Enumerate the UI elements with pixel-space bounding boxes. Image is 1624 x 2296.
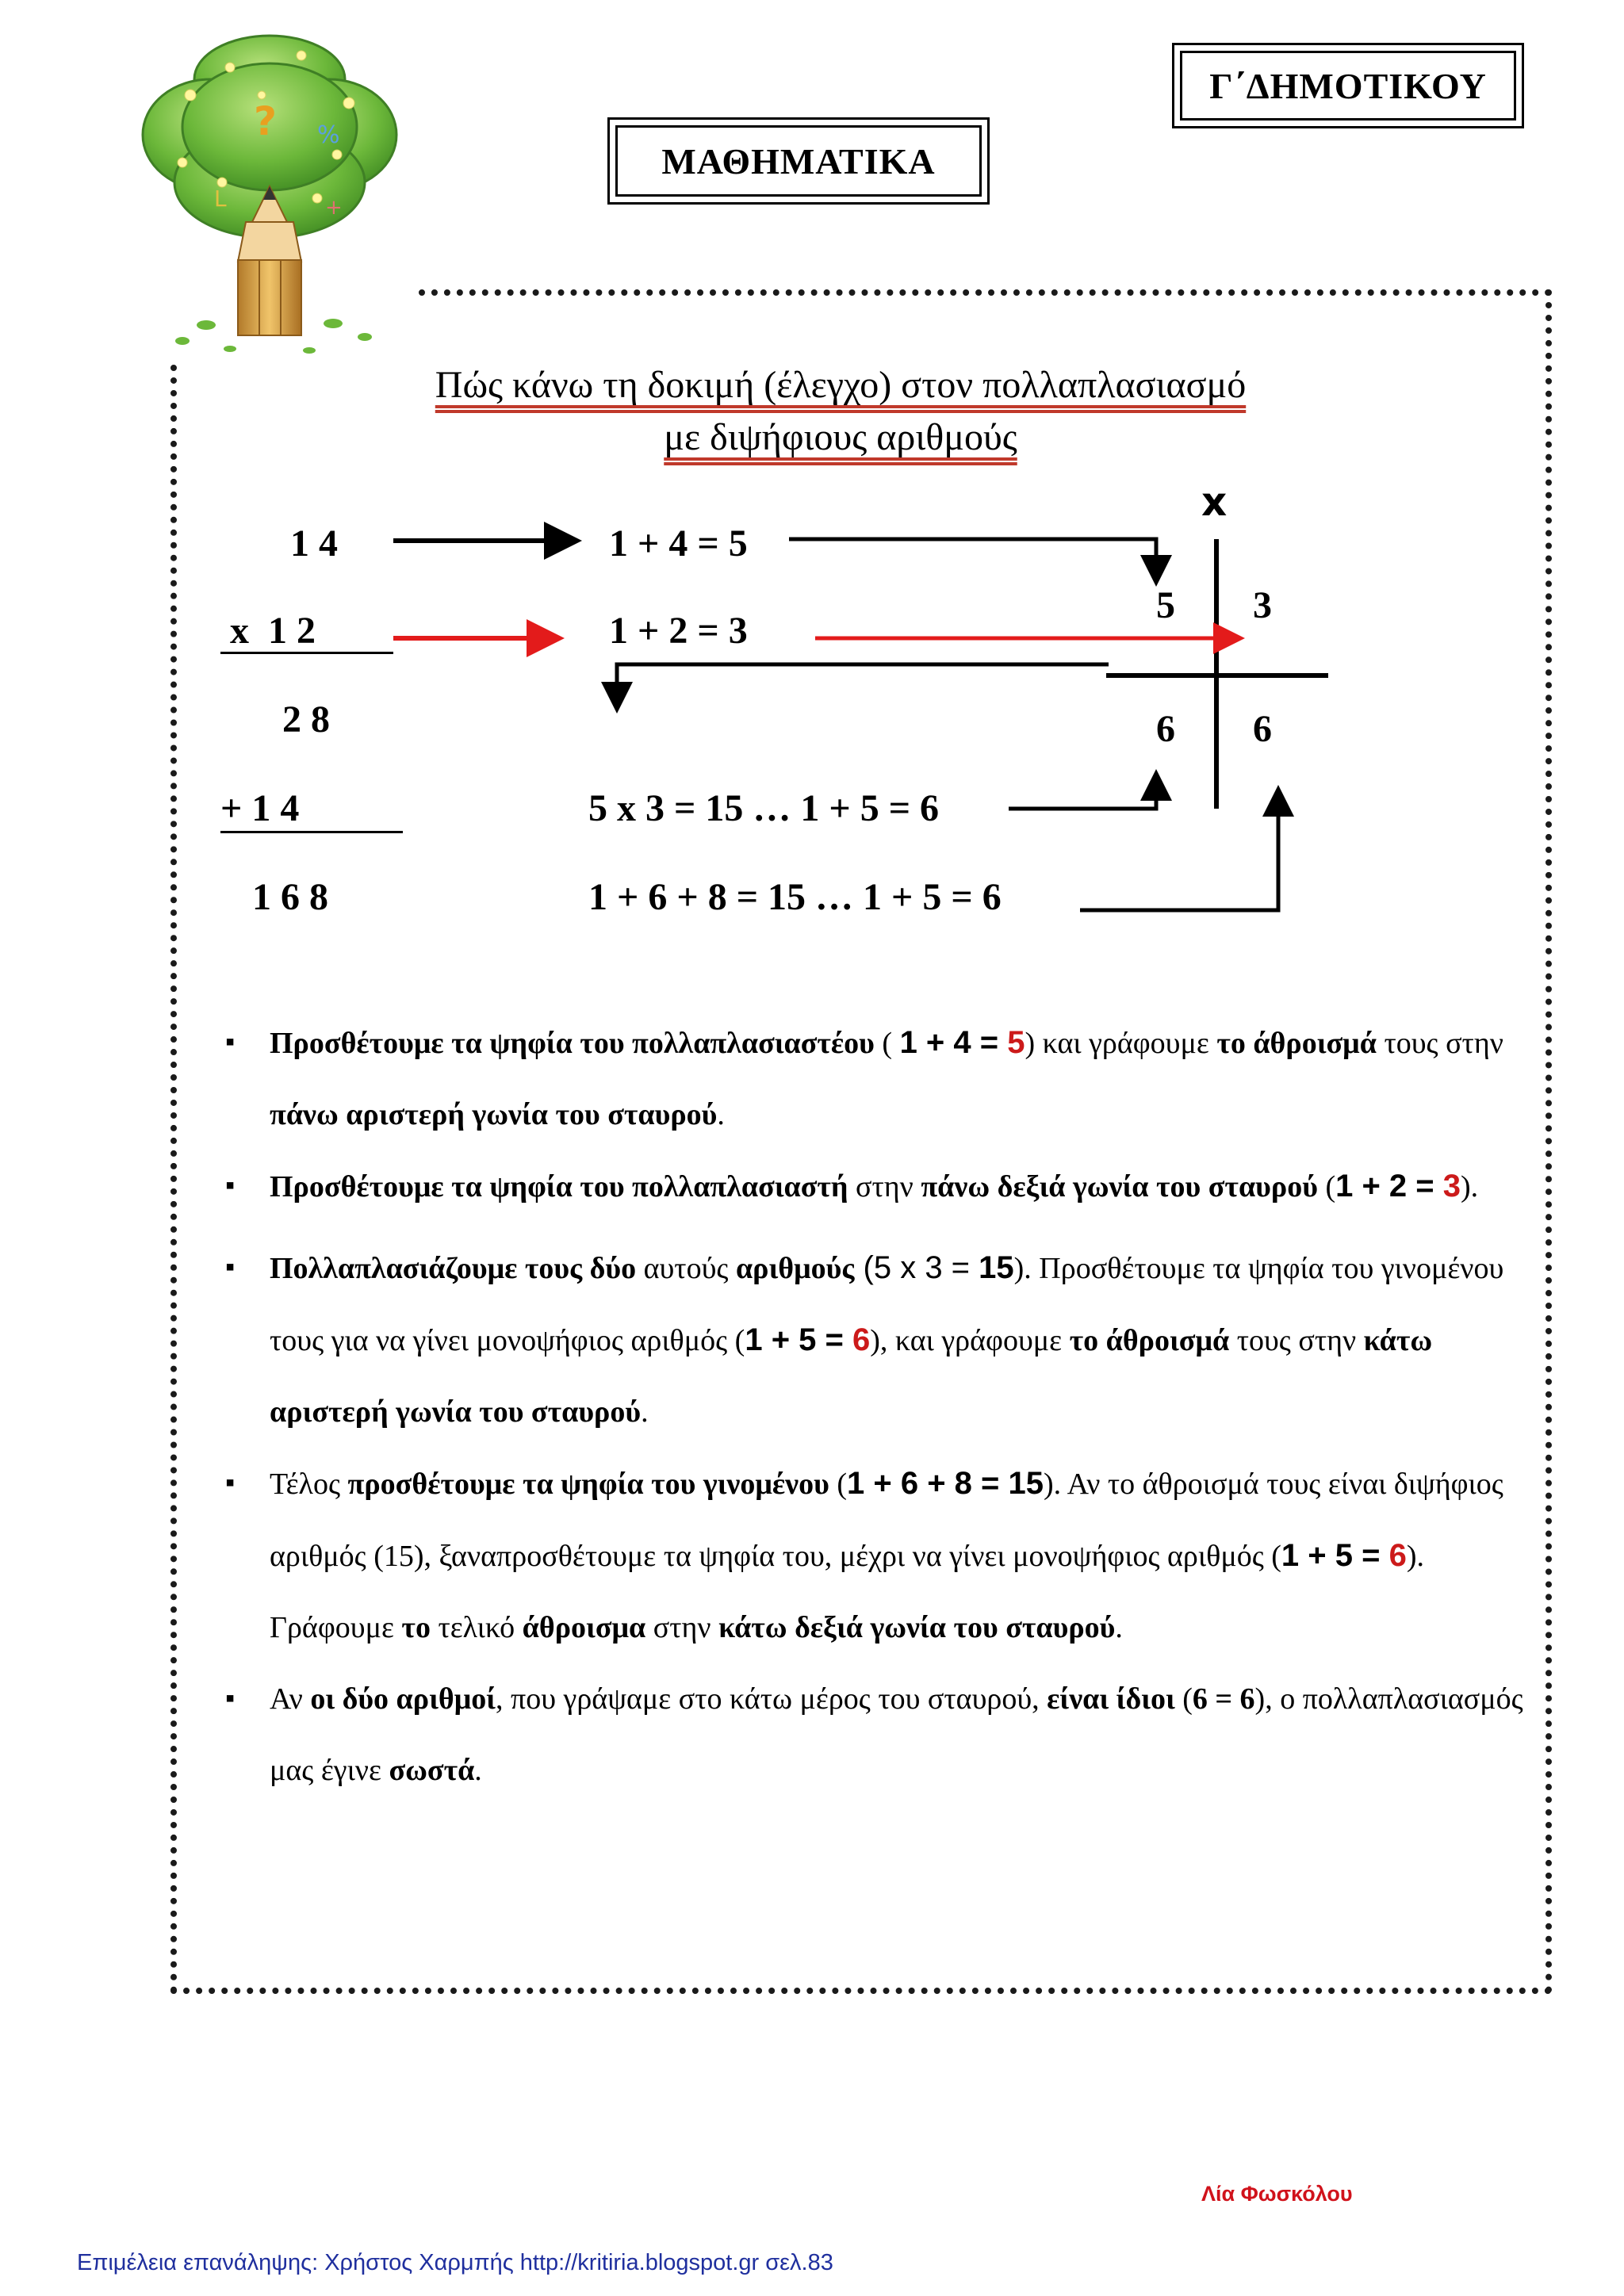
footer-credit: Επιμέλεια επανάληψης: Χρήστος Χαρμπής http://kritiria.blogspot.gr σελ.83	[77, 2250, 833, 2275]
multiplier: x 1 2	[230, 610, 316, 652]
arrow-to-product-check	[617, 664, 1109, 706]
bullet-icon: ▪	[225, 1171, 236, 1200]
result-check: 1 + 6 + 8 = 15 … 1 + 5 = 6	[588, 876, 1002, 918]
subject-label: ΜΑΘΗΜΑΤΙΚΑ	[661, 140, 936, 182]
partial-product-2: + 1 4	[220, 787, 300, 829]
instruction-item-1: ▪ Προσθέτουμε τα ψηφία του πολλαπλασιαστέου ( 1 + 4 = 5) και γράφουμε το άθροισμά τους στην πάνω αριστερή γωνία του σταυρού.	[214, 1007, 1530, 1150]
instruction-item-5: ▪ Αν οι δύο αριθμοί, που γράψαμε στο κάτω μέρος του σταυρού, είναι ίδιοι (6 = 6), ο πολλαπλασιασμός μας έγινε σωστά.	[214, 1663, 1530, 1806]
arrow-to-top-left	[789, 539, 1156, 579]
title-line-1: Πώς κάνω τη δοκιμή (έλεγχο) στον πολλαπλασιασμό	[435, 364, 1247, 406]
arrow-to-bottom-left	[1009, 777, 1156, 809]
bullet-icon: ▪	[225, 1684, 236, 1713]
digit-sum-multiplicand: 1 + 4 = 5	[609, 522, 748, 564]
multiplicand: 1 4	[290, 522, 338, 564]
cross-symbol: x	[1201, 479, 1228, 525]
product-check: 5 x 3 = 15 … 1 + 5 = 6	[588, 787, 940, 829]
arrows-diagram	[0, 0, 1624, 1031]
grade-label: Γ΄ΔΗΜΟΤΙΚΟΥ	[1209, 65, 1487, 106]
cross-bottom-right: 6	[1253, 708, 1272, 750]
product-result: 1 6 8	[252, 876, 328, 918]
instruction-item-3: ▪ Πολλαπλασιάζουμε τους δύο αυτούς αριθμούς (5 x 3 = 15). Προσθέτουμε τα ψηφία του γινομένου τους για να γίνει μονοψήφιος αριθμός (1 + 5 = 6), και γράφουμε το άθροισμά τους στην κάτω αριστερή γωνία του σταυρού.	[214, 1232, 1530, 1448]
cross-bottom-left: 6	[1156, 708, 1175, 750]
cross-top-right: 3	[1253, 584, 1272, 626]
partial-product-1: 2 8	[282, 698, 330, 740]
author-name: Λία Φωσκόλου	[1201, 2182, 1353, 2206]
instruction-item-4: ▪ Τέλος προσθέτουμε τα ψηφία του γινομένου (1 + 6 + 8 = 15). Αν το άθροισμά τους είναι διψήφιος αριθμός (15), ξαναπροσθέτουμε τα ψηφία του, μέχρι να γίνει μονοψήφιος αριθμός (1 + 5 = 6). Γράφουμε το τελικό άθροισμα στην κάτω δεξιά γωνία του σταυρού.	[214, 1448, 1530, 1663]
bullet-icon: ▪	[225, 1027, 236, 1057]
bullet-icon: ▪	[225, 1253, 236, 1282]
bullet-icon: ▪	[225, 1468, 236, 1498]
digit-sum-multiplier: 1 + 2 = 3	[609, 610, 748, 652]
svg-text:+: +	[325, 196, 343, 220]
title-line-2: με διψήφιους αριθμούς	[664, 416, 1017, 458]
svg-text:%: %	[317, 121, 340, 149]
instruction-item-2: ▪ Προσθέτουμε τα ψηφία του πολλαπλασιαστή στην πάνω δεξιά γωνία του σταυρού (1 + 2 = 3).	[214, 1150, 1530, 1223]
instruction-list	[214, 1007, 1530, 1806]
svg-text:L: L	[214, 186, 227, 212]
svg-text:?: ?	[254, 98, 278, 144]
cross-top-left: 5	[1156, 584, 1175, 626]
